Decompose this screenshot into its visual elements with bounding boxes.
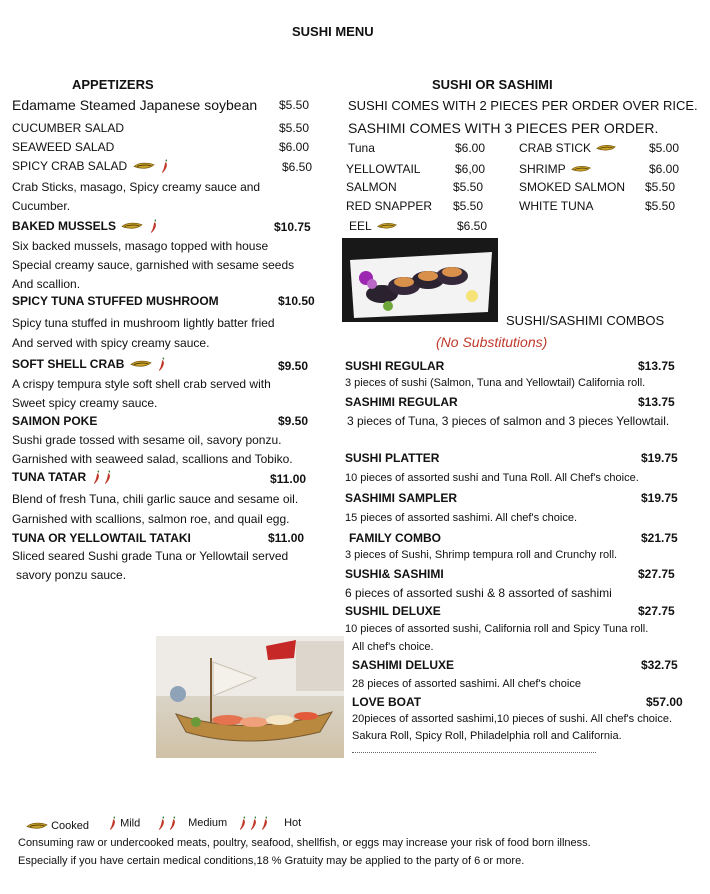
tataki-price: $11.00 [268,531,305,545]
combo-9-desc: 20pieces of assorted sashimi,10 pieces of sushi. All chef's choice. [352,713,673,725]
sushi-right-2-price: $6.00 [649,162,680,176]
combo-6-price: $27.75 [638,567,675,581]
cooked-icon [133,162,155,171]
love-boat-photo [156,636,344,758]
disclaimer-1: Consuming raw or undercooked meats, poultry, seafood, shellfish, or eggs may increase your risk of food born illness. [18,837,591,849]
chili-pepper-icon [160,159,169,174]
page-title: SUSHI MENU [292,24,374,39]
legend-medium [155,816,227,831]
sushi-left-3-price: $5.50 [453,180,484,194]
edamame-price: $5.50 [279,98,310,112]
tatar-desc-2: Garnished with scallions, salmon roe, and quail egg. [12,512,290,526]
combo-5-price: $21.75 [641,531,678,545]
chili-pepper-icon [108,816,117,831]
poke-price: $9.50 [278,414,309,428]
combo-5-desc: 3 pieces of Sushi, Shrimp tempura roll and Crunchy roll. [345,549,618,561]
mushroom-price: $10.50 [278,294,315,308]
softshell-price: $9.50 [278,359,309,373]
cooked-icon [121,222,143,231]
legend-hot [236,816,301,831]
cucumber-price: $5.50 [279,121,310,135]
combo-7-desc-2: All chef's choice. [352,641,434,653]
sushi-left-5-item [349,219,397,233]
combo-2-price: $13.75 [638,395,675,409]
tataki-desc-2: savory ponzu sauce. [16,568,127,582]
sushi-right-4-price: $5.50 [645,199,676,213]
combo-6-desc: 6 pieces of assorted sushi & 8 assorted of sashimi [345,586,612,600]
mussels-name: BAKED MUSSELS [12,219,117,233]
chili-pepper-icon [157,816,166,831]
poke-desc-2: Garnished with seaweed salad, scallions and Tobiko. [12,452,293,466]
combo-4-desc: 15 pieces of assorted sashimi. All chef's choice. [345,512,577,524]
legend-cooked-label: Cooked [51,820,89,832]
combo-4-price: $19.75 [641,491,678,505]
combo-8-name: SASHIMI DELUXE [352,658,455,672]
chili-pepper-icon [149,219,158,234]
sushi-left-5-price: $6.50 [457,219,488,233]
combo-4-name: SASHIMI SAMPLER [345,491,458,505]
sushi-left-3-name: SALMON [346,180,397,194]
chili-pepper-icon [238,816,247,831]
crab-salad-price: $6.50 [282,160,313,174]
seaweed-price: $6.00 [279,140,310,154]
mussels-desc-2: Special creamy sauce, garnished with sesame seeds [12,258,295,272]
mussels-photo [342,238,498,322]
tatar-price: $11.00 [270,472,307,486]
combo-1-price: $13.75 [638,359,675,373]
cucumber-name: CUCUMBER SALAD [12,121,125,135]
boat-image [156,636,344,758]
legend-medium-label: Medium [188,817,228,830]
crab-salad-name: SPICY CRAB SALAD [12,159,128,173]
combo-1-desc: 3 pieces of sushi (Salmon, Tuna and Yellowtail) California roll. [345,377,646,389]
mushroom-desc-2: And served with spicy creamy sauce. [12,336,210,350]
sushi-right-1-item [519,141,616,155]
legend-cooked [24,820,89,832]
combo-3-desc: 10 pieces of assorted sushi and Tuna Roll. All Chef's choice. [345,472,639,484]
combo-7-price: $27.75 [638,604,675,618]
combo-9-desc-2: Sakura Roll, Spicy Roll, Philadelphia roll and California. [352,730,622,742]
tatar-item [12,470,112,485]
cooked-icon [571,165,591,174]
tataki-name: TUNA OR YELLOWTAIL TATAKI [12,531,191,545]
chili-pepper-icon [103,470,112,485]
mushroom-name: SPICY TUNA STUFFED MUSHROOM [12,294,219,308]
mussels-desc-3: And scallion. [12,277,81,291]
sushi-note-1: SUSHI COMES WITH 2 PIECES PER ORDER OVER RICE. [348,98,698,113]
softshell-item [12,357,166,372]
chili-pepper-icon [249,816,258,831]
sushi-left-1-name: Tuna [348,141,375,155]
combo-7-desc: 10 pieces of assorted sushi, California roll and Spicy Tuna roll. [345,623,649,635]
sushi-left-1-price: $6.00 [455,141,486,155]
combo-1-name: SUSHI REGULAR [345,359,445,373]
sushi-right-4-name: WHITE TUNA [519,199,594,213]
chili-pepper-icon [260,816,269,831]
sushi-right-1-name: CRAB STICK [519,141,592,155]
softshell-desc-1: A crispy tempura style soft shell crab served with [12,377,271,391]
chili-pepper-icon [157,357,166,372]
sushi-right-2-name: SHRIMP [519,162,566,176]
tatar-desc-1: Blend of fresh Tuna, chili garlic sauce and sesame oil. [12,492,299,506]
mussels-price: $10.75 [274,220,311,234]
sushi-right-1-price: $5.00 [649,141,680,155]
no-substitutions: (No Substitutions) [436,334,548,350]
combo-9-price: $57.00 [646,695,683,709]
cooked-icon [377,222,397,231]
disclaimer-2: Especially if you have certain medical conditions,18 % Gratuity may be applied to the party of 6 or more. [18,855,525,867]
combo-8-desc: 28 pieces of assorted sashimi. All chef's choice [352,678,581,690]
poke-desc-1: Sushi grade tossed with sesame oil, savory ponzu. [12,433,282,447]
crab-salad-desc-2: Cucumber. [12,199,71,213]
sushi-left-2-price: $6,00 [455,162,486,176]
sushi-left-4-name: RED SNAPPER [346,199,433,213]
sushi-heading: SUSHI OR SASHIMI [432,77,553,92]
softshell-desc-2: Sweet spicy creamy sauce. [12,396,158,410]
legend-mild-label: Mild [120,817,141,830]
mussels-image [342,238,498,322]
seaweed-name: SEAWEED SALAD [12,140,115,154]
combos-heading: SUSHI/SASHIMI COMBOS [506,313,665,328]
legend-mild [106,816,140,831]
sushi-note-2: SASHIMI COMES WITH 3 PIECES PER ORDER. [348,120,659,136]
combo-2-desc: 3 pieces of Tuna, 3 pieces of salmon and 3 pieces Yellowtail. [347,414,670,428]
sushi-right-2-item [519,162,591,176]
cooked-icon [26,822,48,831]
mussels-item [12,219,158,234]
mushroom-desc-1: Spicy tuna stuffed in mushroom lightly batter fried [12,316,275,330]
mussels-desc-1: Six backed mussels, masago topped with house [12,239,269,253]
edamame-name: Edamame Steamed Japanese soybean [12,97,258,113]
combo-5-name: FAMILY COMBO [349,531,442,545]
combo-2-name: SASHIMI REGULAR [345,395,458,409]
tatar-name: TUNA TATAR [12,470,87,484]
chili-pepper-icon [168,816,177,831]
poke-name: SAIMON POKE [12,414,98,428]
combo-9-name: LOVE BOAT [352,695,422,709]
sushi-left-4-price: $5.50 [453,199,484,213]
combo-7-name: SUSHIL DELUXE [345,604,441,618]
sushi-left-2-name: YELLOWTAIL [346,162,421,176]
dotted-divider [352,752,596,753]
cooked-icon [596,144,616,153]
sushi-right-3-name: SMOKED SALMON [519,180,626,194]
sushi-right-3-price: $5.50 [645,180,676,194]
crab-salad-desc-1: Crab Sticks, masago, Spicy creamy sauce and [12,180,261,194]
combo-8-price: $32.75 [641,658,678,672]
combo-3-price: $19.75 [641,451,678,465]
combo-3-name: SUSHI PLATTER [345,451,440,465]
softshell-name: SOFT SHELL CRAB [12,357,125,371]
combo-6-name: SUSHI& SASHIMI [345,567,444,581]
cooked-icon [130,360,152,369]
appetizers-heading: APPETIZERS [72,77,154,92]
sushi-left-5-name: EEL [349,219,372,233]
legend-hot-label: Hot [284,817,302,830]
crab-salad-item [12,159,169,174]
tataki-desc-1: Sliced seared Sushi grade Tuna or Yellowtail served [12,549,289,563]
chili-pepper-icon [92,470,101,485]
